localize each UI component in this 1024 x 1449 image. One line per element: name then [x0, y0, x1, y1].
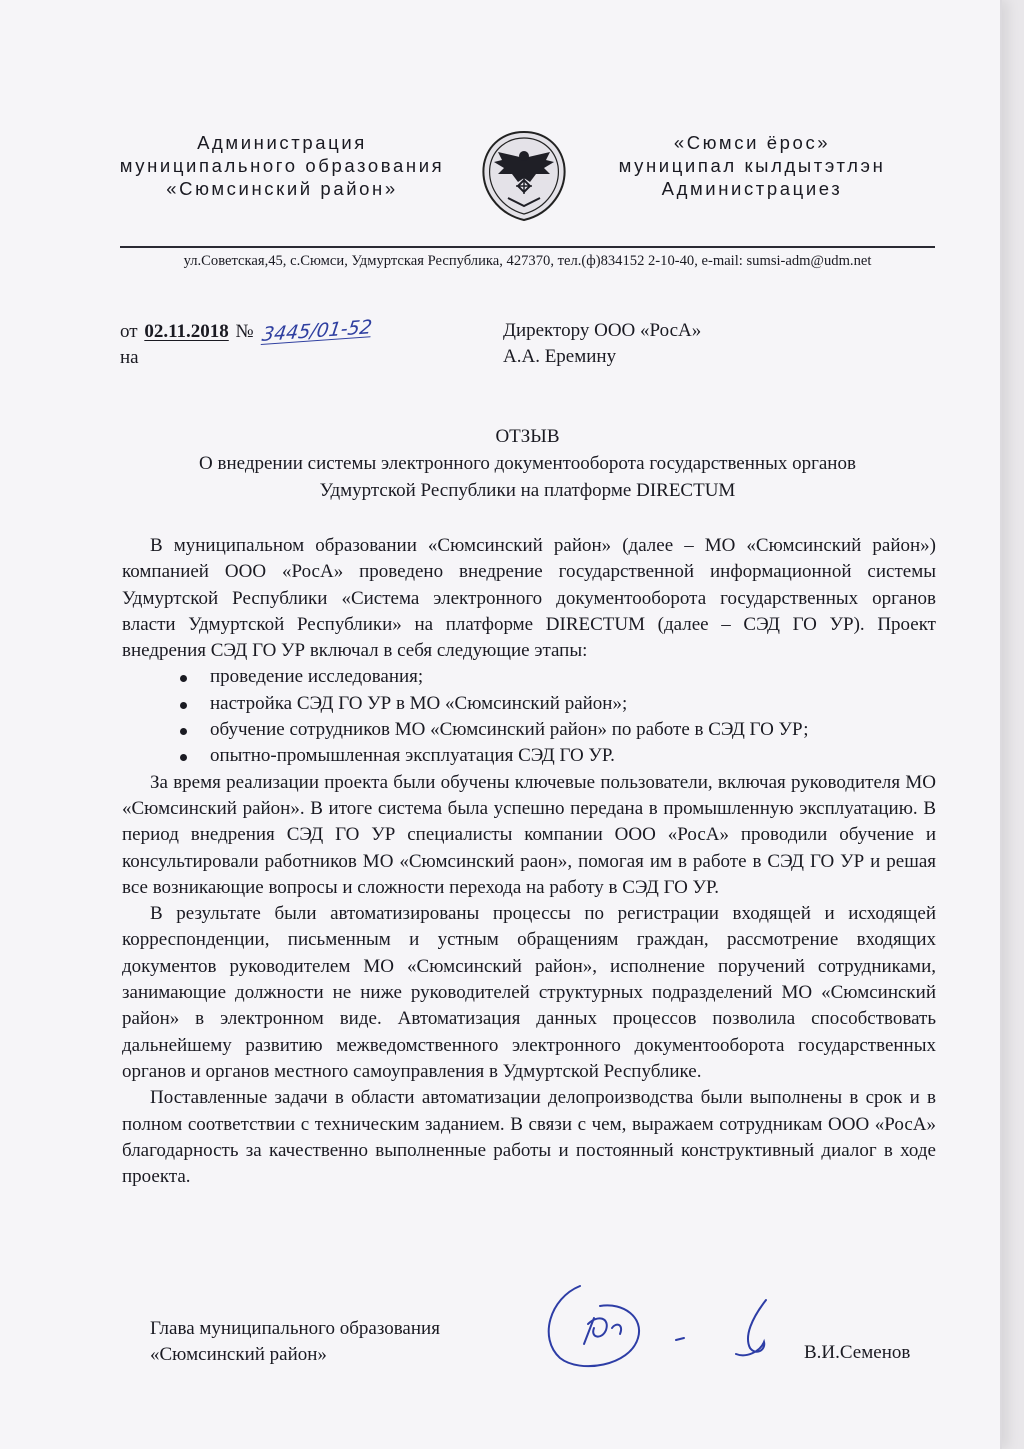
list-item — [122, 691, 936, 717]
header-left-line-1: Администрация — [197, 132, 367, 153]
document-subject-line-2: Удмуртской Республики на платформе DIRECTUM — [319, 480, 736, 501]
bullet-icon — [180, 675, 187, 682]
from-label: от — [120, 321, 138, 342]
header-left-line-3: «Сюмсинский район» — [166, 178, 398, 199]
letter-body — [122, 533, 936, 1190]
coat-of-arms-icon — [478, 128, 570, 224]
paragraph-4: Поставленные задачи в области автоматизации делопроизводства были выполнены в срок и в полном соответствии с техническим заданием. В связи с чем, выражаем сотрудникам ООО «РосА» благодарность за качественно выполненные работы и постоянный конструктивный диалог в ходе проекта. — [122, 1087, 936, 1188]
document-title-block — [120, 423, 935, 504]
document-date: 02.11.2018 — [144, 321, 229, 342]
bullet-icon — [180, 702, 187, 709]
addressee-block — [503, 318, 701, 370]
header-left-line-2: муниципального образования — [119, 155, 445, 176]
reference-block — [120, 318, 372, 371]
signatory-position-line-2: «Сюмсинский район» — [150, 1344, 327, 1365]
stages-list — [122, 664, 936, 769]
handwritten-signature — [520, 1278, 800, 1378]
list-item-text: настройка СЭД ГО УР в МО «Сюмсинский район»; — [210, 692, 628, 714]
addressee-line-1: Директору ООО «РосА» — [503, 320, 702, 341]
signatory-position — [150, 1316, 440, 1368]
paragraph-2: За время реализации проекта были обучены ключевые пользователи, включая руководителя МО «Сюмсинский район». В итоге система была успешно передана в промышленную эксплуатацию. В период внедрения СЭД ГО УР специалисты компании ООО «РосА» проводили обучение и консультировали работников МО «Сюмсинский раон», помогая им в работе в СЭД ГО УР и решая все возникающие вопросы и сложности перехода на работу в СЭД ГО УР. — [122, 771, 936, 898]
signatory-name: В.И.Семенов — [804, 1342, 911, 1363]
header-right-line-3: Администрациез — [661, 178, 843, 199]
list-item — [122, 664, 936, 690]
list-item-text: проведение исследования; — [210, 666, 424, 688]
on-label: на — [120, 347, 139, 368]
header-left-block — [102, 131, 462, 200]
bullet-icon — [180, 754, 187, 761]
document-heading: ОТЗЫВ — [495, 426, 560, 447]
number-label: № — [235, 321, 254, 342]
list-item — [122, 717, 936, 743]
header-right-line-1: «Сюмси ёрос» — [673, 132, 831, 153]
list-item — [122, 743, 936, 769]
list-item-text: опытно-промышленная эксплуатация СЭД ГО УР. — [210, 745, 615, 767]
header-right-block — [572, 131, 932, 200]
addressee-line-2: А.А. Еремину — [503, 346, 617, 367]
paragraph-3: В результате были автоматизированы процессы по регистрации входящей и исходящей корреспонденции, письменным и устным обращениям граждан, рассмотрение входящих документов руководителем МО «Сюмсинский район», исполнение поручений сотрудниками, занимающие должности не ниже руководителей структурных подразделений МО «Сюмсинский район» в электронном виде. Автоматизация данных процессов позволила способствовать дальнейшему развитию межведомственного электронного документооборота государственных органов и органов местного самоуправления в Удмуртской Республике. — [122, 903, 936, 1082]
handwritten-number: 3445/01-52 — [260, 316, 374, 346]
document-subject-line-1: О внедрении системы электронного документооборота государственных органов — [199, 453, 856, 474]
header-divider — [120, 246, 935, 248]
paragraph-1: В муниципальном образовании «Сюмсинский район» (далее – МО «Сюмсинский район») компанией ООО «РосА» проведено внедрение государственной информационной системы Удмуртской Республики «Система электронного документооборота государственных органов власти Удмуртской Республики» на платформе DIRECTUM (далее – СЭД ГО УР). Проект внедрения СЭД ГО УР включал в себя следующие этапы: — [122, 535, 936, 662]
bullet-icon — [180, 728, 187, 735]
signatory-position-line-1: Глава муниципального образования — [150, 1318, 440, 1339]
header-right-line-2: муниципал кылдытэтлэн — [618, 155, 886, 176]
address-line: ул.Советская,45, с.Сюмси, Удмуртская Республика, 427370, тел.(ф)834152 2-10-40, e-mail: sumsi-adm@udm.net — [183, 253, 872, 269]
list-item-text: обучение сотрудников МО «Сюмсинский район» по работе в СЭД ГО УР; — [210, 719, 809, 741]
